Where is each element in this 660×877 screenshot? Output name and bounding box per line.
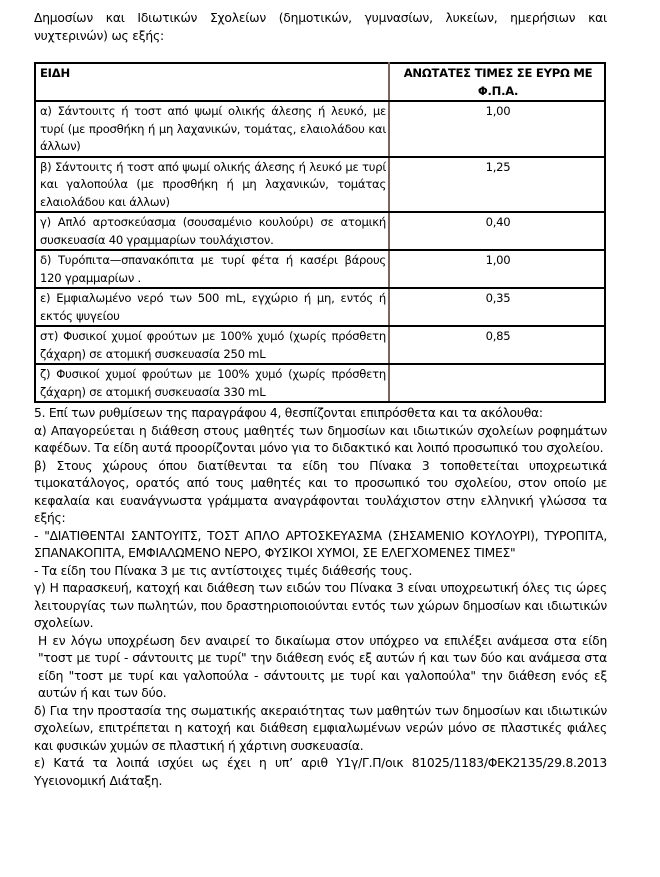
price-table xyxy=(34,62,606,403)
clause-b: β) Στους χώρους όπου διατίθενται τα είδη του Πίνακα 3 τοποθετείται υποχρεωτικά τιμοκατάλογος, ορατός από τους μαθητές και το προσωπικό του σχολείου, στον οποίο με κεφαλαία και ευανάγνωστα γράμματα αναγράφονται τουλάχιστον στην ελληνική γλώσσα τα εξής: xyxy=(34,458,607,525)
row-item: ε) Εμφιαλωμένο νερό των 500 mL, εγχώριο ή μη, εντός ή εκτός ψυγείου xyxy=(35,288,389,326)
row-item: β) Σάντουιτς ή τοστ από ψωμί ολικής άλεσης ή λευκό με τυρί και γαλοπούλα (με προσθήκη ή μη λαχανικών, τομάτας ελαιολάδου και άλλων) xyxy=(35,157,389,213)
row-item: δ) Τυρόπιτα—σπανακόπιτα με τυρί φέτα ή κασέρι βάρους 120 γραμμαρίων . xyxy=(35,250,389,288)
row-item: α) Σάντουιτς ή τοστ από ψωμί ολικής άλεσης ή λευκό, με τυρί (με προσθήκη ή μη λαχανικών, τομάτας, ελαιολάδου και άλλων) xyxy=(35,101,389,157)
section-5-heading: 5. Επί των ρυθμίσεων της παραγράφου 4, θεσπίζονται επιπρόσθετα και τα ακόλουθα: xyxy=(34,406,543,420)
header-items: ΕΙΔΗ xyxy=(35,63,389,101)
table-row xyxy=(35,157,605,213)
row-item: ζ) Φυσικοί χυμοί φρούτων με 100% χυμό (χωρίς πρόσθετη ζάχαρη) σε ατομική συσκευασία 330 mL xyxy=(35,364,389,402)
clause-d: δ) Για την προστασία της σωματικής ακεραιότητας των μαθητών των δημοσίων και ιδιωτικών σχολείων, επιτρέπεται η κατοχή και διάθεση εμφιαλωμένων νερών μόνο σε πλαστικές φιάλες και φυσικών χυμών σε πλαστική ή χάρτινη συσκευασία. xyxy=(34,703,607,753)
row-price: 0,35 xyxy=(389,288,605,326)
table-row xyxy=(35,364,605,402)
table-row xyxy=(35,288,605,326)
header-max-prices: ΑΝΩΤΑΤΕΣ ΤΙΜΕΣ ΣΕ ΕΥΡΩ ΜΕ Φ.Π.Α. xyxy=(389,63,605,101)
clause-c-note: Η εν λόγω υποχρέωση δεν αναιρεί το δικαίωμα στον υπόχρεο να επιλέξει ανάμεσα στα είδη "τοστ με τυρί - σάντουιτς με τυρί" την διάθεση ενός εξ αυτών ή και των δύο και ανάμεσα στα είδη "τοστ με τυρί και γαλοπούλα - σάντουιτς με τυρί και γαλοπούλα" την διάθεση ενός εξ αυτών ή και των δύο. xyxy=(38,633,607,700)
row-price: 0,85 xyxy=(389,326,605,364)
row-price xyxy=(389,364,605,402)
clause-b-item-1: - "ΔΙΑΤΙΘΕΝΤΑΙ ΣΑΝΤΟΥΙΤΣ, ΤΟΣΤ ΑΠΛΟ ΑΡΤΟΣΚΕΥΑΣΜΑ (ΣΗΣΑΜΕΝΙΟ ΚΟΥΛΟΥΡΙ), ΤΥΡΟΠΙΤΑ, ΣΠΑΝΑΚΟΠΙΤΑ, ΕΜΦΙΑΛΩΜΕΝΟ ΝΕΡΟ, ΦΥΣΙΚΟΙ ΧΥΜΟΙ, ΣΕ ΕΛΕΓΧΟΜΕΝΕΣ ΤΙΜΕΣ" xyxy=(34,528,607,560)
clause-a: α) Απαγορεύεται η διάθεση στους μαθητές των δημοσίων και ιδιωτικών σχολείων ροφημάτων καφέδων. Τα είδη αυτά προορίζονται μόνο για το διδακτικό και λοιπό προσωπικό του σχολείου. xyxy=(34,423,607,455)
section-5 xyxy=(34,405,607,790)
row-price: 1,00 xyxy=(389,101,605,157)
clause-e: ε) Κατά τα λοιπά ισχύει ως έχει η υπ’ αριθ Υ1γ/Γ.Π/οικ 81025/1183/ΦΕΚ2135/29.8.2013 Υγειονομική Διάταξη. xyxy=(34,756,607,788)
row-price: 0,40 xyxy=(389,212,605,250)
clause-b-item-2: - Τα είδη του Πίνακα 3 με τις αντίστοιχες τιμές διάθεσής τους. xyxy=(34,563,413,578)
table-header-row xyxy=(35,63,605,101)
table-row xyxy=(35,101,605,157)
table-row xyxy=(35,250,605,288)
row-price: 1,00 xyxy=(389,250,605,288)
row-item: στ) Φυσικοί χυμοί φρούτων με 100% χυμό (χωρίς πρόσθετη ζάχαρη) σε ατομική συσκευασία 250 mL xyxy=(35,326,389,364)
intro-paragraph: Δημοσίων και Ιδιωτικών Σχολείων (δημοτικών, γυμνασίων, λυκείων, ημερήσιων και νυχτερινών) ως εξής: xyxy=(34,11,607,43)
row-item: γ) Απλό αρτοσκεύασμα (σουσαμένιο κουλούρι) σε ατομική συσκευασία 40 γραμμαρίων τουλάχιστον. xyxy=(35,212,389,250)
table-row xyxy=(35,326,605,364)
row-price: 1,25 xyxy=(389,157,605,213)
table-row xyxy=(35,212,605,250)
clause-c: γ) Η παρασκευή, κατοχή και διάθεση των ειδών του Πίνακα 3 είναι υποχρεωτική όλες τις ώρες λειτουργίας των πωλητών, που δραστηριοποιούνται εντός των χώρων δημοσίων και ιδιωτικών σχολείων. xyxy=(34,581,607,630)
